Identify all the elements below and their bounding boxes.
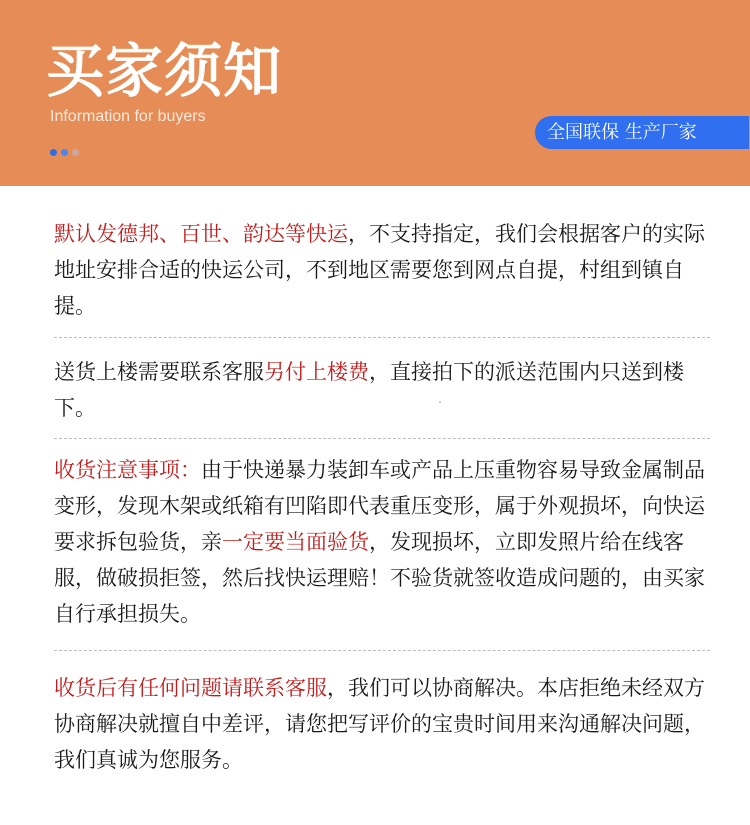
divider: [54, 438, 710, 439]
warranty-badge: 全国联保 生产厂家: [535, 116, 749, 149]
dot-icon: [72, 149, 79, 156]
highlight-text: 收货后有任何问题请联系客服: [54, 676, 327, 700]
dot-icon: [50, 149, 57, 156]
divider: [54, 337, 710, 338]
body-text: ，不支持指定，我们会根据客户的实际地址安排合适的快运公司，不到地区需要您到网点自提，村组到镇自提。: [54, 222, 705, 318]
body-text: 由于快递暴力装卸车或产品上压重物容易导致金属制品变形，发现木架或纸箱有凹陷即代表重压变形，属于外观损坏，向快运要求拆包验货，亲: [54, 458, 705, 554]
notice-shipping: [54, 216, 714, 324]
body-text: 送货上楼需要联系客服: [54, 360, 264, 384]
divider: [54, 650, 710, 651]
speck: [439, 401, 441, 403]
body-text: ，直接拍下的派送范围内只送到楼下。: [54, 360, 684, 420]
highlight-text: 一定要当面验货: [222, 530, 369, 554]
highlight-text: 默认发德邦、百世、韵达等快运: [54, 222, 348, 246]
highlight-text: 收货注意事项：: [54, 458, 201, 482]
notice-inspection: [54, 452, 714, 632]
carousel-dots: [50, 149, 79, 156]
page-subtitle: Information for buyers: [50, 108, 206, 125]
notice-delivery: [54, 354, 714, 426]
header-banner: [0, 0, 750, 186]
dot-icon: [61, 149, 68, 156]
highlight-text: 另付上楼费: [264, 360, 369, 384]
notice-service: [54, 670, 714, 778]
body-text: ，我们可以协商解决。本店拒绝未经双方协商解决就擅自中差评，请您把写评价的宝贵时间用来沟通解决问题，我们真诚为您服务。: [54, 676, 705, 772]
body-text: ，发现损坏，立即发照片给在线客服，做破损拒签，然后找快运理赔！不验货就签收造成问题的，由买家自行承担损失。: [54, 530, 705, 626]
page-title: 买家须知: [46, 37, 283, 105]
